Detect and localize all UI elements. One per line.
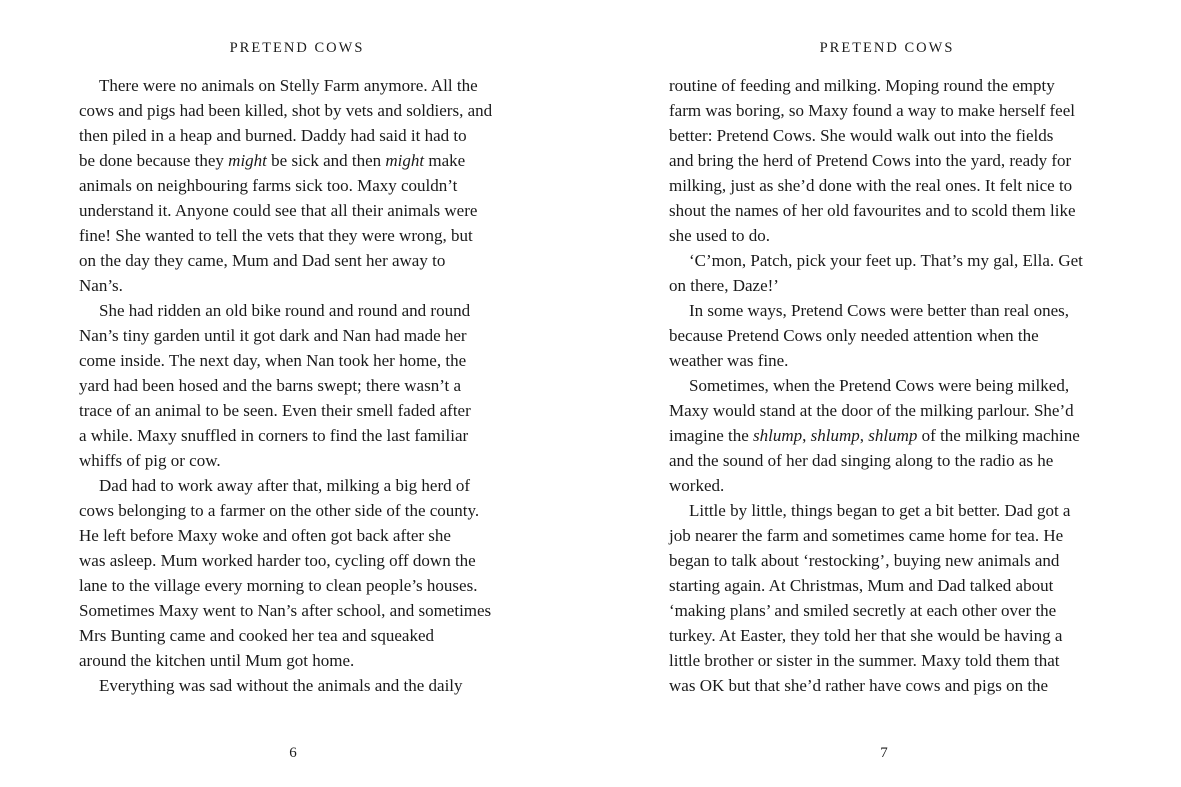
text-line: cows belonging to a farmer on the other side of the county. [79,501,480,520]
text-line: lane to the village every morning to clean people’s houses. [79,576,478,595]
page-number-left: 6 [289,745,297,761]
text-line: farm was boring, so Maxy found a way to make herself feel [669,101,1075,120]
text-line: on there, Daze!’ [669,276,779,295]
text-line: understand it. Anyone could see that all their animals were [79,201,478,220]
text-line: Nan’s tiny garden until it got dark and Nan had made her [79,326,467,345]
text-line: around the kitchen until Mum got home. [79,651,355,670]
text-run: be sick and then [266,151,386,170]
text-run: be done because they [79,151,229,170]
text-line: routine of feeding and milking. Moping round the empty [669,76,1055,95]
text-line: weather was fine. [669,351,789,370]
body-text-left [79,73,519,698]
text-line: yard had been hosed and the barns swept; there wasn’t a [79,376,462,395]
text-line: ‘C’mon, Patch, pick your feet up. That’s my gal, Ella. Get [689,251,1083,270]
text-line: come inside. The next day, when Nan took her home, the [79,351,467,370]
page-number-right: 7 [880,745,888,761]
text-line [669,423,1109,448]
text-line: fine! She wanted to tell the vets that they were wrong, but [79,226,473,245]
italic-text: shlump [753,426,803,445]
text-line: cows and pigs had been killed, shot by vets and soldiers, and [79,101,493,120]
text-line: job nearer the farm and sometimes came home for tea. He [669,526,1064,545]
body-text-right [669,73,1109,698]
text-line: Sometimes Maxy went to Nan’s after school, and sometimes [79,601,492,620]
text-line: Maxy would stand at the door of the milking parlour. She’d [669,401,1074,420]
text-line: milking, just as she’d done with the real ones. It felt nice to [669,176,1073,195]
text-line: whiffs of pig or cow. [79,451,221,470]
italic-text: might [385,151,425,170]
text-line: In some ways, Pretend Cows were better than real ones, [689,301,1070,320]
text-line: animals on neighbouring farms sick too. Maxy couldn’t [79,176,458,195]
text-line: turkey. At Easter, they told her that she would be having a [669,626,1063,645]
text-line: because Pretend Cows only needed attention when the [669,326,1039,345]
text-line: He left before Maxy woke and often got back after she [79,526,451,545]
text-line: was OK but that she’d rather have cows and pigs on the [669,676,1049,695]
text-line: she used to do. [669,226,771,245]
text-line: She had ridden an old bike round and round and round [99,301,471,320]
text-line: Nan’s. [79,276,123,295]
text-line: There were no animals on Stelly Farm anymore. All the [99,76,478,95]
text-run: , [802,426,811,445]
text-line: ‘making plans’ and smiled secretly at each other over the [669,601,1057,620]
text-line: Everything was sad without the animals and the daily [99,676,463,695]
text-line: and the sound of her dad singing along to the radio as he [669,451,1054,470]
running-head-right: PRETEND COWS [819,40,955,56]
left-page [79,0,519,787]
text-line: Little by little, things began to get a bit better. Dad got a [689,501,1071,520]
text-line: trace of an animal to be seen. Even their smell faded after [79,401,471,420]
text-line: shout the names of her old favourites and to scold them like [669,201,1076,220]
text-line [79,148,519,173]
text-line: was asleep. Mum worked harder too, cycling off down the [79,551,476,570]
text-run: imagine the [669,426,754,445]
italic-text: shlump [868,426,918,445]
running-head-left: PRETEND COWS [229,40,365,56]
italic-text: shlump [810,426,860,445]
text-line: then piled in a heap and burned. Daddy had said it had to [79,126,467,145]
text-line: worked. [669,476,725,495]
text-run: make [424,151,466,170]
italic-text: might [228,151,267,170]
text-line: Sometimes, when the Pretend Cows were being milked, [689,376,1070,395]
text-line: and bring the herd of Pretend Cows into the yard, ready for [669,151,1072,170]
text-line: a while. Maxy snuffled in corners to find the last familiar [79,426,469,445]
text-line: starting again. At Christmas, Mum and Dad talked about [669,576,1054,595]
text-line: Dad had to work away after that, milking a big herd of [99,476,471,495]
right-page [669,0,1109,787]
text-line: little brother or sister in the summer. Maxy told them that [669,651,1060,670]
text-line: Mrs Bunting came and cooked her tea and squeaked [79,626,434,645]
text-line: began to talk about ‘restocking’, buying new animals and [669,551,1060,570]
text-line: on the day they came, Mum and Dad sent her away to [79,251,446,270]
text-run: of the milking machine [917,426,1080,445]
text-run: , [859,426,869,445]
text-line: better: Pretend Cows. She would walk out into the fields [669,126,1054,145]
